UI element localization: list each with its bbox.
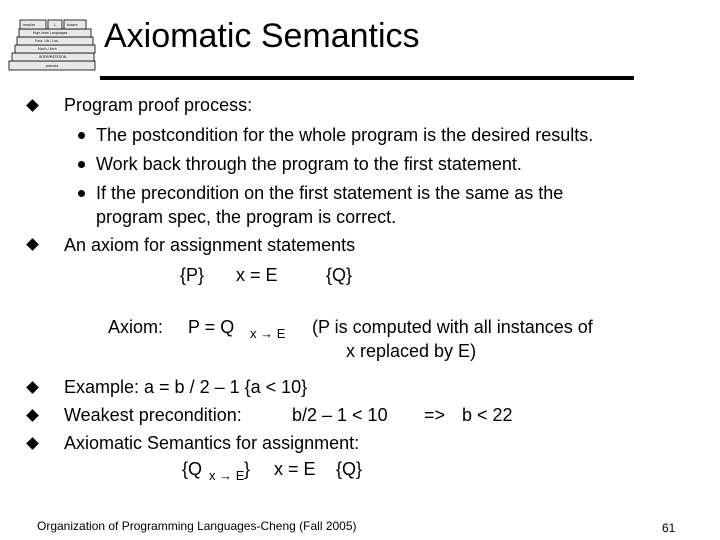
- rule-postcondition: {Q}: [336, 459, 363, 479]
- bullet-weakest-label: Weakest precondition:: [64, 405, 242, 425]
- logo-layer-5: Func. Lib / Lan.: [35, 39, 60, 43]
- bullet-weakest-expression: b/2 – 1 < 10: [292, 405, 388, 425]
- axiom-note-line2: x replaced by E): [346, 341, 477, 361]
- axiom-substitution: x → E: [250, 326, 286, 341]
- bullet-proof-process: Program proof process:: [64, 95, 253, 115]
- axiom-postcondition: {Q}: [326, 265, 353, 285]
- rule-statement: x = E: [274, 459, 316, 479]
- sub-bullet-precondition-line2: program spec, the program is correct.: [96, 207, 397, 227]
- logo-layer-4: High-level Languages: [33, 31, 68, 35]
- rule-substitution: x → E: [209, 468, 245, 483]
- logo-layer-3: Assem: [67, 23, 78, 27]
- axiom-note-line1: (P is computed with all instances of: [312, 317, 593, 337]
- slide-footer: Organization of Programming Languages-Cheng (Fall 2005): [37, 519, 357, 533]
- bullet-diamond-icon: [26, 381, 39, 394]
- slide-title: Axiomatic Semantics: [104, 17, 420, 55]
- bullet-diamond-icon: [26, 238, 39, 251]
- axiom-label: Axiom:: [108, 317, 164, 337]
- rule-precondition-open: {Q: [182, 459, 203, 479]
- axiom-equation: P = Q: [188, 317, 235, 337]
- logo-layer-7: INTERPRETATION: [39, 55, 67, 59]
- logo-layer-1: ompiler: [23, 23, 36, 27]
- bullet-weakest-result: b < 22: [462, 405, 513, 425]
- bullet-weakest-arrow: =>: [424, 405, 446, 425]
- sub-bullet-work-back: Work back through the program to the first statement.: [96, 154, 522, 174]
- bullet-assignment-semantics: Axiomatic Semantics for assignment:: [64, 433, 360, 453]
- axiom-statement: x = E: [236, 265, 278, 285]
- logo-layer-8: process: [46, 64, 59, 68]
- bullet-axiom-assignment: An axiom for assignment statements: [64, 235, 356, 255]
- sub-bullet-dot-icon: [78, 161, 85, 168]
- bullet-diamond-icon: [26, 99, 39, 112]
- rule-precondition-close: }: [244, 459, 251, 479]
- page-number: 61: [662, 521, 676, 535]
- bullet-diamond-icon: [26, 437, 39, 450]
- bullet-example: Example: a = b / 2 – 1 {a < 10}: [64, 377, 308, 397]
- layered-stack-logo: [6, 8, 98, 72]
- sub-bullet-postcondition: The postcondition for the whole program is the desired results.: [96, 125, 594, 145]
- bullet-diamond-icon: [26, 409, 39, 422]
- sub-bullet-precondition-line1: If the precondition on the first statement is the same as the: [96, 183, 564, 203]
- axiom-precondition: {P}: [180, 265, 205, 285]
- logo-layer-2: L: [54, 23, 56, 27]
- logo-layer-6: Mach / Arch: [38, 47, 57, 51]
- title-underline: [100, 76, 634, 80]
- sub-bullet-dot-icon: [78, 132, 85, 139]
- sub-bullet-dot-icon: [78, 190, 85, 197]
